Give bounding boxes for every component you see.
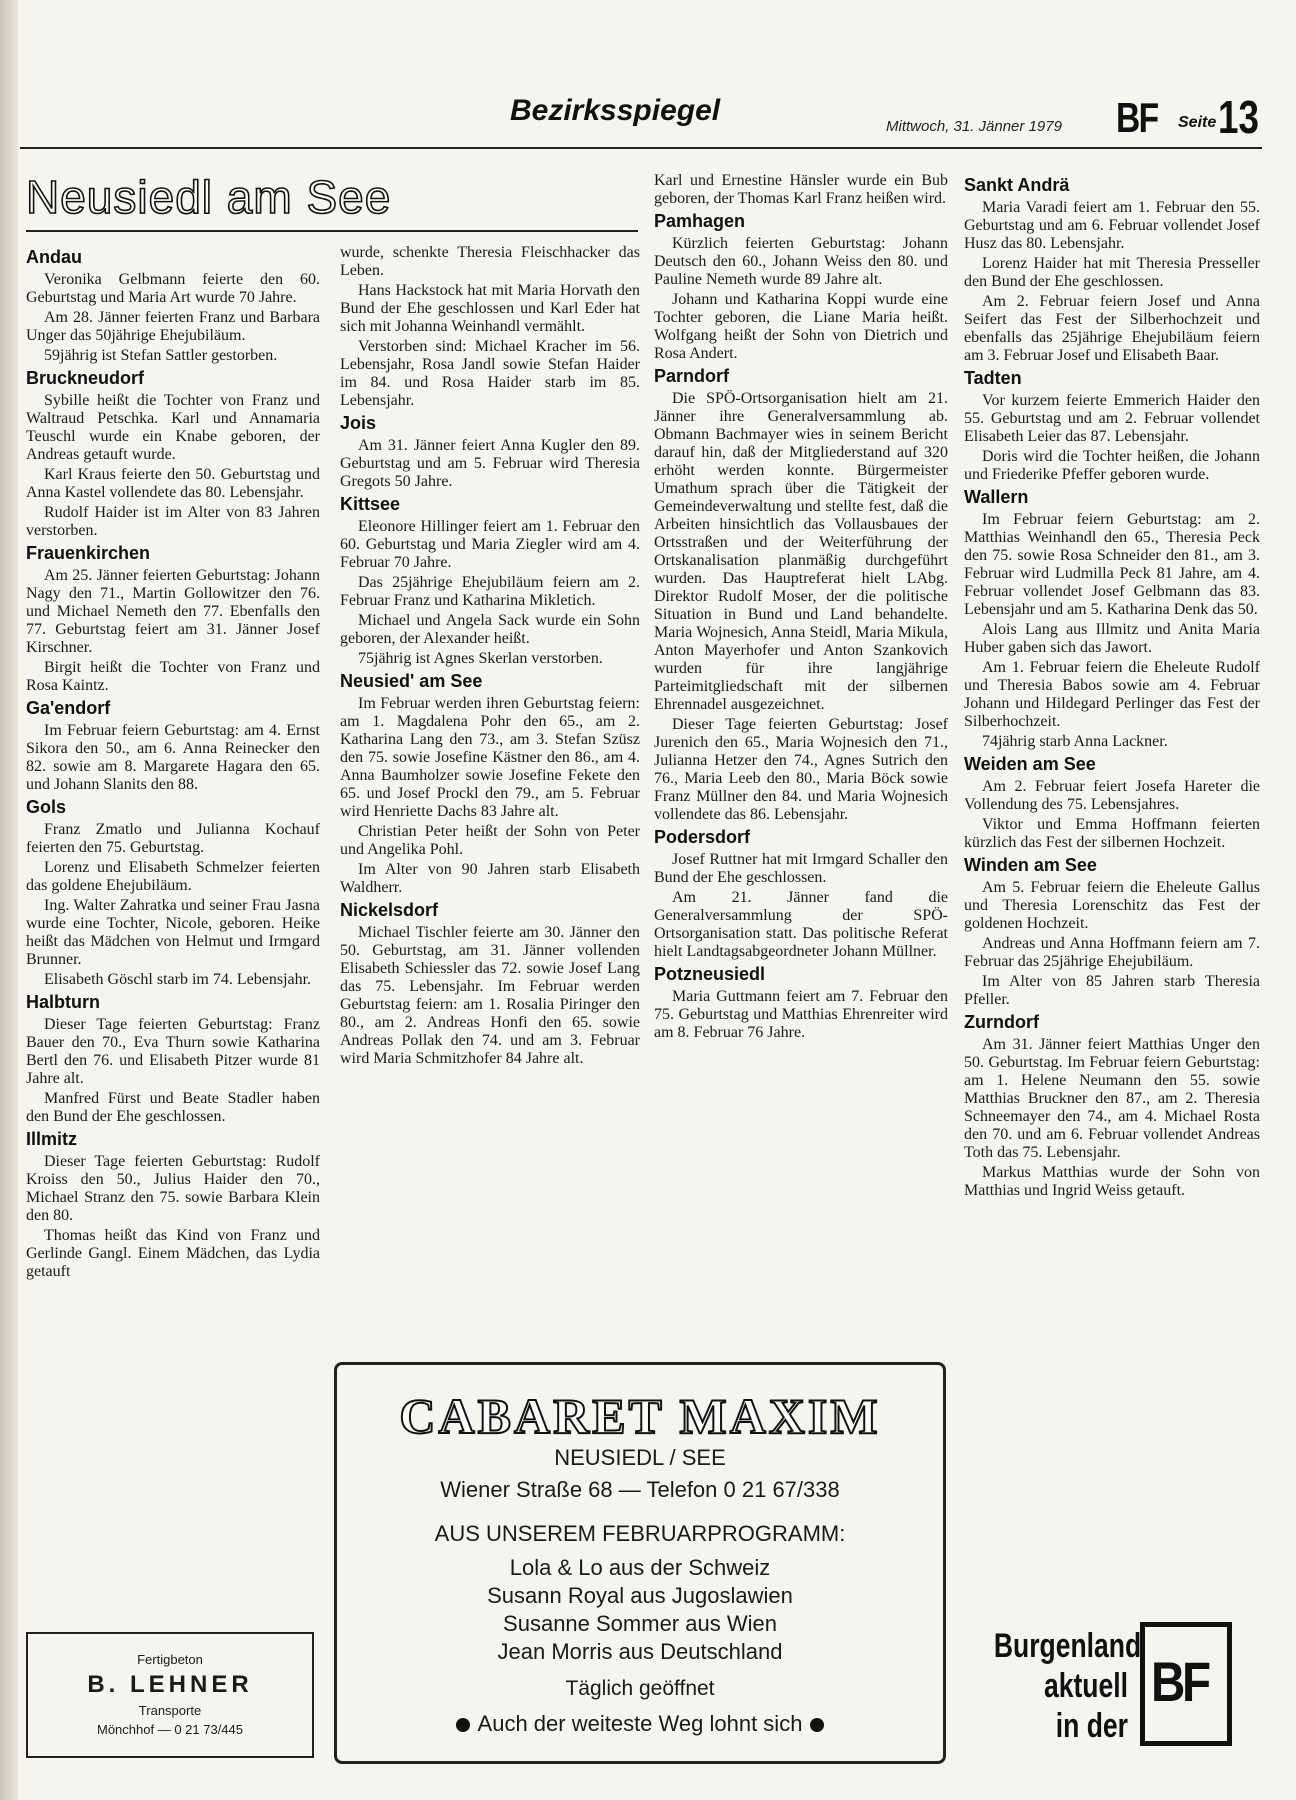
ad-cabaret-act: Susanne Sommer aus Wien: [503, 1611, 777, 1636]
paragraph: Lorenz und Elisabeth Schmelzer feierten das goldene Ehejubiläum.: [26, 859, 320, 894]
ad-lehner: [26, 1632, 314, 1758]
paragraph: Am 25. Jänner feierten Geburtstag: Johann Nagy den 71., Martin Gollowitzer den 76. und Michael Nemeth den 77. Ebenfalls den 77. Geburtstag feiert am 31. Jänner Josef Kirschner.: [26, 567, 320, 656]
paragraph: Josef Ruttner hat mit Irmgard Schaller den Bund der Ehe geschlossen.: [654, 851, 948, 886]
ad-cabaret-act: Jean Morris aus Deutschland: [497, 1639, 783, 1664]
paper-logo: BF: [1116, 94, 1158, 141]
ad-cabaret-motto: Auch der weiteste Weg lohnt sich: [477, 1711, 803, 1736]
ad-bf-line3: in der: [1055, 1707, 1128, 1745]
paragraph: Im Februar feiern Geburtstag: am 4. Ernst Sikora den 50., am 6. Anna Reinecker den 82. sowie am 8. Margarete Hagara den 65. und Johann Slanits den 88.: [26, 722, 320, 793]
paragraph: 75jährig ist Agnes Skerlan verstorben.: [358, 650, 603, 667]
place-heading: Gols: [26, 797, 67, 817]
ad-cabaret-title: CABARET MAXIM: [399, 1388, 881, 1444]
ad-lehner-phone: Mönchhof — 0 21 73/445: [97, 1722, 243, 1737]
paragraph: 59jährig ist Stefan Sattler gestorben.: [44, 347, 278, 364]
ad-bf-text: [993, 1626, 1142, 1746]
place-heading: Pamhagen: [654, 211, 746, 231]
paragraph: Die SPÖ-Ortsorganisation hielt am 21. Jänner ihre Generalversammlung ab. Obmann Bachmayer wies in seinem Bericht darauf hin, daß der Mitgliederstand auf 320 erhöht werden konnte. Bürgermeister Umathum sprach über die Tätigkeit der Gemeindeverwaltung und stellte fest, daß die Arbeiten hinsichtlich das Vollausbaues der Ortsstraßen und der Weiterführung der Ortskanalisation planmäßig durchgeführt wurden. Das Hauptreferat hielt LAbg. Direktor Rudolf Moser, der die politische Situation in Bund und Land behandelte. Maria Wojnesich, Anna Steidl, Maria Mikula, Anton Mayerhofer und Anton Szankovich wurden für ihre langjährige Parteimitgliedschaft mit der silbernen Ehrennadel ausgezeichnet.: [654, 390, 948, 713]
paragraph: Manfred Fürst und Beate Stadler haben den Bund der Ehe geschlossen.: [26, 1090, 320, 1125]
paragraph: Verstorben sind: Michael Kracher im 56. Lebensjahr, Rosa Jandl sowie Stefan Haider im 84. und Rosa Haider starb im 85. Lebensjahr.: [340, 338, 640, 409]
place-heading: Tadten: [964, 368, 1022, 388]
place-heading: Ga'endorf: [26, 698, 111, 718]
page-number: 13: [1218, 91, 1259, 143]
paragraph: Am 31. Jänner feiert Anna Kugler den 89. Geburtstag und am 5. Februar wird Theresia Gregots 50 Jahre.: [340, 437, 640, 490]
place-heading: Kittsee: [340, 494, 401, 514]
paragraph: Dieser Tage feierten Geburtstag: Rudolf Kroiss den 50., Julius Haider den 70., Michael Stranz den 75. sowie Barbara Klein den 80.: [26, 1153, 320, 1224]
paragraph: Lorenz Haider hat mit Theresia Presseller den Bund der Ehe geschlossen.: [964, 255, 1260, 290]
paragraph: Am 5. Februar feiern die Eheleute Gallus und Theresia Lorenschitz das Fest der goldenen Hochzeit.: [964, 879, 1260, 932]
page-headline: Neusiedl am See: [26, 171, 392, 223]
ad-cabaret-address: Wiener Straße 68 — Telefon 0 21 67/338: [440, 1477, 840, 1502]
ad-lehner-line1: Fertigbeton: [137, 1652, 203, 1667]
column-1: [26, 244, 320, 1283]
paragraph: Vor kurzem feierte Emmerich Haider den 55. Geburtstag und am 2. Februar vollendet Elisabeth Leier das 87. Lebensjahr.: [964, 392, 1260, 445]
place-heading: Winden am See: [964, 855, 1097, 875]
ad-lehner-name: B. LEHNER: [87, 1671, 253, 1698]
paragraph: Am 1. Februar feiern die Eheleute Rudolf und Theresia Babos sowie am 4. Februar Johann und Hildegard Perlinger das Fest der Silberhochzeit.: [964, 659, 1260, 730]
paragraph: Karl und Ernestine Hänsler wurde ein Bub geboren, der Thomas Karl Franz heißen wird.: [654, 172, 948, 207]
paragraph: Veronika Gelbmann feierte den 60. Geburtstag und Maria Art wurde 70 Jahre.: [26, 271, 320, 306]
place-heading: Andau: [26, 247, 82, 267]
paragraph: Im Februar werden ihren Geburtstag feiern: am 1. Magdalena Pohr den 65., am 2. Katharina Lang den 73., am 3. Stefan Szüsz den 75. sowie Josefine Kästner den 86., am 4. Anna Baumholzer sowie Josefine Fekete den 65. und Josef Prockl den 79., am 5. Februar wird Henriette Dachs 83 Jahre alt.: [340, 695, 640, 820]
ad-cabaret-maxim: [334, 1362, 946, 1764]
place-heading: Frauenkirchen: [26, 543, 151, 563]
bullet-icon: [456, 1718, 470, 1732]
paragraph: Franz Zmatlo und Julianna Kochauf feierten den 75. Geburtstag.: [26, 821, 320, 856]
paragraph: Am 21. Jänner fand die Generalversammlung der SPÖ-Ortsorganisation statt. Das politische Referat hielt Landtagsabgeordneter Johann Müllner.: [654, 889, 948, 960]
column-4: [964, 172, 1260, 1202]
paragraph: Am 2. Februar feiert Josefa Hareter die Vollendung des 75. Lebensjahres.: [964, 778, 1260, 813]
paragraph: Am 2. Februar feiern Josef und Anna Seifert das Fest der Silberhochzeit und ebenfalls das 25jährige Ehejubiläum feiern am 3. Februar Josef und Elisabeth Baar.: [964, 293, 1260, 364]
paragraph: Dieser Tage feierten Geburtstag: Franz Bauer den 70., Eva Thurn sowie Katharina Bertl den 76. und Elisabeth Pitzer wurde 81 Jahre alt.: [26, 1016, 320, 1087]
paragraph: Maria Varadi feiert am 1. Februar den 55. Geburtstag und am 6. Februar vollendet Josef Husz das 80. Lebensjahr.: [964, 199, 1260, 252]
ad-cabaret-location: NEUSIEDL / SEE: [554, 1445, 726, 1470]
issue-date: Mittwoch, 31. Jänner 1979: [886, 118, 1062, 135]
paragraph: Michael Tischler feierte am 30. Jänner den 50. Geburtstag, am 31. Jänner vollenden Elisabeth Schiessler das 72. sowie Josef Lang das 75. Lebensjahr. Im Februar werden Geburtstag feiern: am 1. Rosalia Piringer den 80., am 2. Andreas Honfi den 65. sowie Andreas Pollak den 74. und am 3. Februar wird Maria Schmitzhofer 84 Jahre alt.: [340, 924, 640, 1067]
paragraph: Das 25jährige Ehejubiläum feiern am 2. Februar Franz und Katharina Mikletich.: [340, 574, 640, 609]
paragraph: Alois Lang aus Illmitz und Anita Maria Huber gaben sich das Jawort.: [964, 621, 1260, 656]
paragraph: Christian Peter heißt der Sohn von Peter und Angelika Pohl.: [340, 823, 640, 858]
column-2: [340, 244, 640, 1070]
masthead: [20, 88, 1262, 146]
place-heading: Sankt Andrä: [964, 175, 1070, 195]
ad-bf-line1: Burgenland: [993, 1627, 1142, 1665]
paragraph: Thomas heißt das Kind von Franz und Gerlinde Gangl. Einem Mädchen, das Lydia getauft: [26, 1227, 320, 1280]
ad-cabaret-act: Lola & Lo aus der Schweiz: [509, 1555, 771, 1580]
place-heading: Podersdorf: [654, 827, 751, 847]
ad-burgenland-aktuell: [956, 1618, 1256, 1758]
place-heading: Nickelsdorf: [340, 900, 439, 920]
paragraph: Ing. Walter Zahratka und seiner Frau Jasna wurde eine Tochter, Nicole, geboren. Heike heißt das Mädchen von Helmut und Irmgard Brunner.: [26, 897, 320, 968]
paragraph: Im Alter von 90 Jahren starb Elisabeth Waldherr.: [340, 861, 640, 896]
paragraph: Eleonore Hillinger feiert am 1. Februar den 60. Geburtstag und Maria Ziegler wird am 4. Februar 70 Jahre.: [340, 518, 640, 571]
bullet-icon: [810, 1718, 824, 1732]
paragraph: Michael und Angela Sack wurde ein Sohn geboren, der Alexander heißt.: [340, 612, 640, 647]
paragraph: wurde, schenkte Theresia Fleischhacker das Leben.: [340, 244, 640, 279]
paragraph: Im Februar feiern Geburtstag: am 2. Matthias Weinhandl den 65., Theresia Peck den 75. sowie Rosa Schneider den 81., am 3. Februar wird Ludmilla Peck 81 Jahre, am 4. Februar vollendet Josef Gelbmann das 83. Lebensjahr und am 5. Katharina Denk das 50.: [964, 511, 1260, 618]
paragraph: Doris wird die Tochter heißen, die Johann und Friederike Pfeffer geboren wurde.: [964, 448, 1260, 483]
place-heading: Weiden am See: [964, 754, 1096, 774]
place-heading: Wallern: [964, 487, 1029, 507]
bf-logo-box: [1140, 1622, 1232, 1746]
paragraph: Dieser Tage feierten Geburtstag: Josef Jurenich den 65., Maria Wojnesich den 71., Julianna Hetzer den 74., Agnes Sutrich den 76., Maria Leeb den 80., Maria Böck sowie Franz Müllner den 84. und Maria Wojnesich vollendete das 86. Lebensjahr.: [654, 716, 948, 823]
place-heading: Halbturn: [26, 992, 100, 1012]
paragraph: Maria Guttmann feiert am 7. Februar den 75. Geburtstag und Matthias Ehrenreiter wird am 8. Februar 76 Jahre.: [654, 988, 948, 1041]
headline-rule: [26, 230, 638, 232]
place-heading: Neusied' am See: [340, 671, 483, 691]
masthead-rule: [20, 147, 1262, 149]
paragraph: Rudolf Haider ist im Alter von 83 Jahren verstorben.: [26, 504, 320, 539]
ad-cabaret-open: Täglich geöffnet: [565, 1677, 715, 1700]
place-heading: Jois: [340, 413, 377, 433]
place-heading: Bruckneudorf: [26, 368, 145, 388]
column-3: [654, 172, 948, 1044]
paragraph: 74jährig starb Anna Lackner.: [982, 733, 1168, 750]
paragraph: Viktor und Emma Hoffmann feierten kürzlich das Fest der silbernen Hochzeit.: [964, 816, 1260, 851]
section-title: Bezirksspiegel: [510, 94, 721, 127]
place-heading: Illmitz: [26, 1129, 78, 1149]
paragraph: Karl Kraus feierte den 50. Geburtstag und Anna Kastel vollendete das 80. Lebensjahr.: [26, 466, 320, 501]
paragraph: Markus Matthias wurde der Sohn von Matthias und Ingrid Weiss getauft.: [964, 1164, 1260, 1199]
ad-cabaret-motto-line: [337, 1711, 943, 1737]
paragraph: Johann und Katharina Koppi wurde eine Tochter geboren, die Liane Maria heißt. Wolfgang heißt der Sohn von Dietrich und Rosa Andert.: [654, 291, 948, 362]
paragraph: Elisabeth Göschl starb im 74. Lebensjahr.: [44, 971, 312, 988]
paragraph: Hans Hackstock hat mit Maria Horvath den Bund der Ehe geschlossen und Karl Eder hat sich mit Johanna Weinhandl vermählt.: [340, 282, 640, 335]
ad-lehner-line3: Transporte: [138, 1703, 202, 1718]
paragraph: Andreas und Anna Hoffmann feiern am 7. Februar das 25jährige Ehejubiläum.: [964, 935, 1260, 970]
place-heading: Parndorf: [654, 366, 730, 386]
place-heading: Potzneusiedl: [654, 964, 766, 984]
ad-cabaret-act: Susann Royal aus Jugoslawien: [487, 1583, 793, 1608]
ad-bf-line2: aktuell: [1043, 1667, 1128, 1705]
bf-logo: BF: [1151, 1650, 1208, 1713]
paragraph: Sybille heißt die Tochter von Franz und Waltraud Petschka. Karl und Annamaria Teuschl wurde ein Knabe geboren, der Andreas getauft wurde.: [26, 392, 320, 463]
page-label: Seite: [1178, 114, 1217, 131]
paragraph: Kürzlich feierten Geburtstag: Johann Deutsch den 60., Johann Weiss den 80. und Pauline Nemeth wurde 89 Jahre alt.: [654, 235, 948, 288]
ad-cabaret-program-heading: AUS UNSEREM FEBRUARPROGRAMM:: [434, 1521, 846, 1546]
paragraph: Birgit heißt die Tochter von Franz und Rosa Kaintz.: [26, 659, 320, 694]
paragraph: Am 31. Jänner feiert Matthias Unger den 50. Geburtstag. Im Februar feiern Geburtstag: am 1. Helene Neumann den 55. sowie Matthias Bruckner den 87., am 2. Theresia Schneemayer den 74., am 4. Michael Rosta den 70. und am 6. Februar vollendet Andreas Toth das 75. Lebensjahr.: [964, 1036, 1260, 1161]
paragraph: Im Alter von 85 Jahren starb Theresia Pfeller.: [964, 973, 1260, 1008]
paragraph: Am 28. Jänner feierten Franz und Barbara Unger das 50jährige Ehejubiläum.: [26, 309, 320, 344]
place-heading: Zurndorf: [964, 1012, 1039, 1032]
